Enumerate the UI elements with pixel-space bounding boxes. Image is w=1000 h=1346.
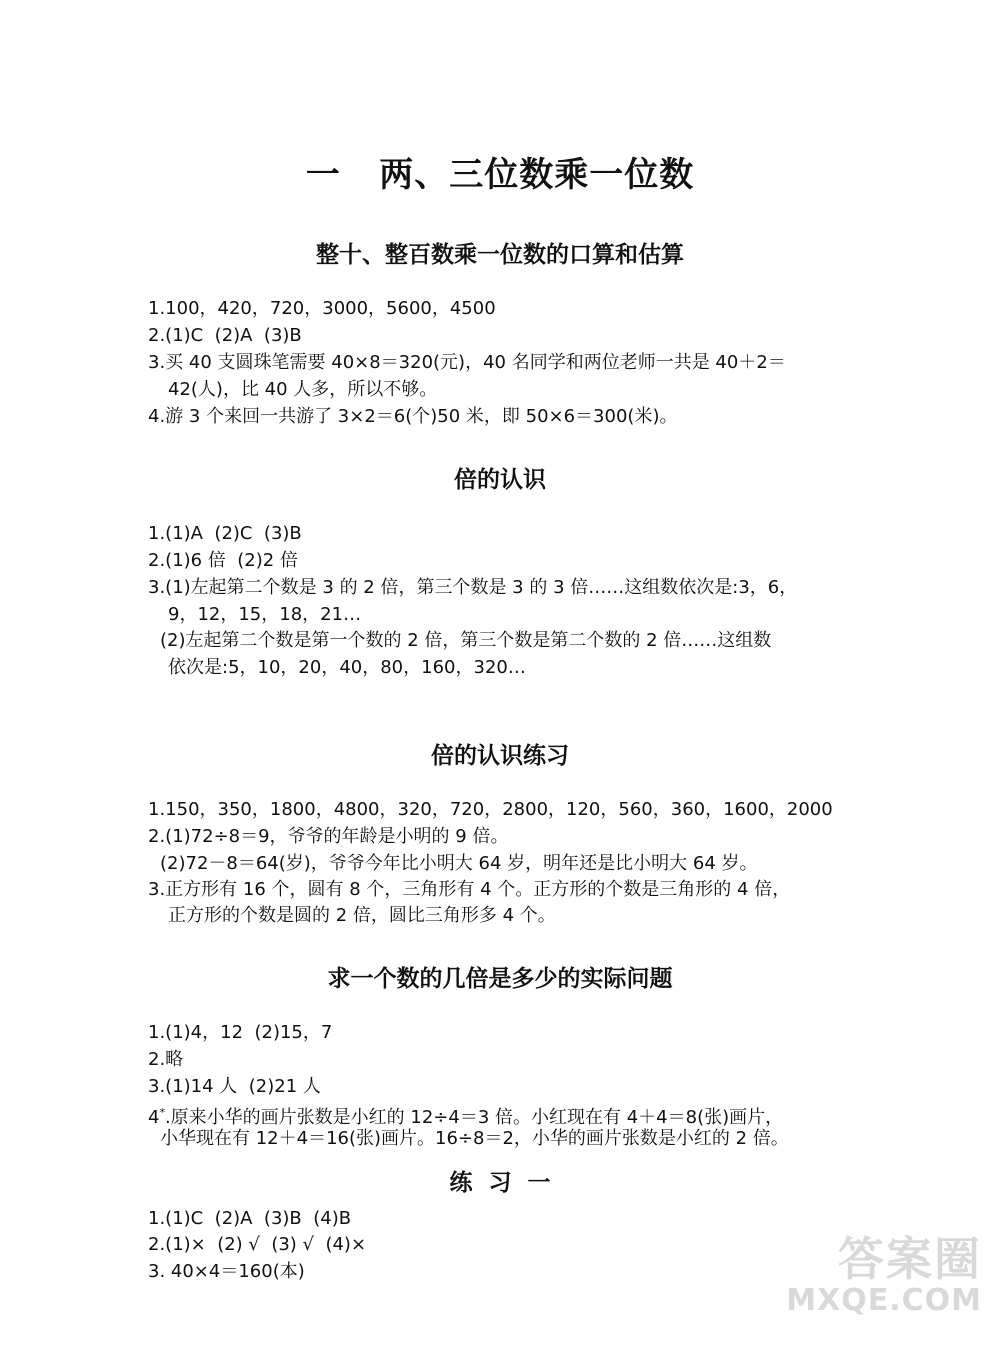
answer-line: 正方形的个数是圆的 2 倍，圆比三角形多 4 个。 bbox=[168, 905, 556, 926]
answer-line: 3. 40×4＝160(本) bbox=[148, 1261, 305, 1282]
answer-line: 2.(1)C (2)A (3)B bbox=[148, 325, 302, 346]
answer-line: 依次是:5，10，20，40，80，160，320… bbox=[168, 657, 526, 678]
question-number: 4 bbox=[148, 1107, 160, 1128]
answer-line: 2.(1)× (2) √ (3) √ (4)× bbox=[148, 1234, 367, 1255]
answer-line: 1.(1)C (2)A (3)B (4)B bbox=[148, 1208, 352, 1229]
watermark-url: MXQE.COM bbox=[786, 1283, 982, 1318]
section-title-multiples-practice: 倍的认识练习 bbox=[431, 742, 569, 769]
answer-line: 2.(1)72÷8＝9，爷爷的年龄是小明的 9 倍。 bbox=[148, 826, 509, 847]
answer-line: 3.(1)左起第二个数是 3 的 2 倍，第三个数是 3 的 3 倍……这组数依次是:3，6， bbox=[148, 577, 798, 598]
answer-line: 42(人)，比 40 人多，所以不够。 bbox=[168, 379, 438, 400]
answer-line: 1.100，420，720，3000，5600，4500 bbox=[148, 298, 496, 319]
chapter-title: 一 两、三位数乘一位数 bbox=[305, 155, 695, 195]
answer-line: 2.(1)6 倍 (2)2 倍 bbox=[148, 550, 298, 571]
answer-line: (2)72－8＝64(岁)，爷爷今年比小明大 64 岁，明年还是比小明大 64 岁。 bbox=[160, 853, 758, 874]
watermark bbox=[786, 1223, 982, 1318]
section-title-multiples: 倍的认识 bbox=[454, 466, 546, 493]
answer-line: 2.略 bbox=[148, 1049, 184, 1070]
answer-line: 1.(1)4，12 (2)15，7 bbox=[148, 1022, 333, 1043]
answer-line: (2)左起第二个数是第一个数的 2 倍，第三个数是第二个数的 2 倍……这组数 bbox=[160, 630, 772, 651]
section-title-exercise-one: 练 习 一 bbox=[449, 1169, 551, 1196]
section-title-word-problems: 求一个数的几倍是多少的实际问题 bbox=[327, 965, 673, 992]
answer-text: .原来小华的画片张数是小红的 12÷4＝3 倍。小红现在有 4＋4＝8(张)画片， bbox=[164, 1107, 784, 1128]
answer-line: 1.150，350，1800，4800，320，720，2800，120，560，360，1600，2000 bbox=[148, 799, 833, 820]
answer-line: 9，12，15，18，21… bbox=[168, 604, 362, 625]
answer-line: 3.买 40 支圆珠笔需要 40×8＝320(元)，40 名同学和两位老师一共是 40＋2＝ bbox=[148, 352, 786, 373]
answer-line: 1.(1)A (2)C (3)B bbox=[148, 523, 302, 544]
watermark-logo: 答案圈 bbox=[838, 1232, 982, 1286]
answer-line: 4.游 3 个来回一共游了 3×2＝6(个)50 米，即 50×6＝300(米)。 bbox=[148, 406, 678, 427]
answer-line: 3.正方形有 16 个，圆有 8 个，三角形有 4 个。正方形的个数是三角形的 4 倍， bbox=[148, 879, 791, 900]
answer-line: 小华现在有 12＋4＝16(张)画片。16÷8＝2，小华的画片张数是小红的 2 倍。 bbox=[160, 1128, 789, 1149]
optional-marker: * bbox=[159, 1106, 165, 1119]
section-title-mental-calc: 整十、整百数乘一位数的口算和估算 bbox=[316, 241, 684, 268]
answer-line: 3.(1)14 人 (2)21 人 bbox=[148, 1076, 321, 1097]
